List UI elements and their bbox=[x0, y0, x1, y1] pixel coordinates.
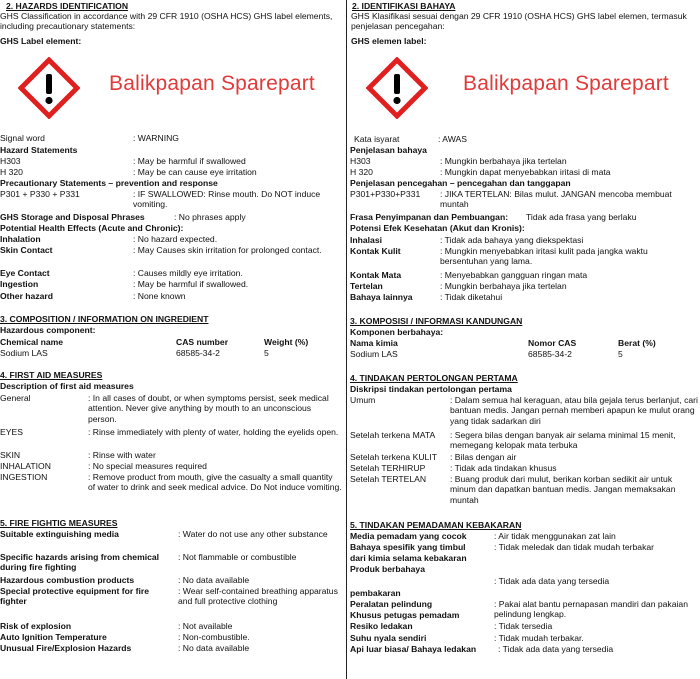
fa-value: : Rinse with water bbox=[88, 450, 156, 460]
english-column bbox=[0, 0, 346, 679]
hz-row: Eye Contact bbox=[0, 268, 50, 278]
fire-value: : Water do not use any other substance bbox=[178, 529, 328, 539]
exclamation-pictogram-icon bbox=[18, 57, 80, 119]
hz-row: H 320 bbox=[350, 167, 373, 177]
hz-value: : Mungkin berbahaya jika tertelan bbox=[440, 156, 567, 166]
section-3-title: 3. KOMPOSISI / INFORMASI KANDUNGAN bbox=[350, 316, 523, 326]
table-cell: Sodium LAS bbox=[0, 348, 48, 358]
hz-row: Skin Contact bbox=[0, 245, 53, 255]
composition-subtitle: Hazardous component: bbox=[0, 325, 96, 335]
fire-value: : Non-combustible. bbox=[178, 632, 250, 642]
hz-row: Ingestion bbox=[0, 279, 39, 289]
fa-value: : No special measures required bbox=[88, 461, 207, 471]
hz-row: Kontak Mata bbox=[350, 270, 402, 280]
hz-row: Signal word bbox=[0, 133, 45, 143]
hz-row: P301+P330+P331 bbox=[350, 189, 421, 199]
fa-label: EYES bbox=[0, 427, 23, 437]
hz-row: P301 + P330 + P331 bbox=[0, 189, 80, 199]
fire-label: Peralatan pelindung bbox=[350, 599, 433, 609]
fire-label: Media pemadam yang cocok bbox=[350, 531, 467, 541]
fa-label: Setelah TERHIRUP bbox=[350, 463, 426, 473]
fire-value: : Tidak ada data yang tersedia bbox=[498, 644, 614, 654]
fire-value: : No data available bbox=[178, 575, 250, 585]
hz-row: Tertelan bbox=[350, 281, 383, 291]
hz-row: Other hazard bbox=[0, 291, 54, 301]
hz-value: : JIKA TERTELAN: Bilas mulut. JANGAN mencoba membuat muntah bbox=[440, 189, 672, 210]
fire-label: Suitable extinguishing media bbox=[0, 529, 119, 539]
section-4-title: 4. TINDAKAN PERTOLONGAN PERTAMA bbox=[350, 373, 518, 383]
section-5-title: 5. TINDAKAN PEMADAMAN KEBAKARAN bbox=[350, 520, 522, 530]
fa-label: INGESTION bbox=[0, 472, 48, 482]
fa-value: : Rinse immediately with plenty of water, holding the eyelids open. bbox=[88, 427, 339, 437]
fire-value: : Wear self-contained breathing apparatus and full protective clothing bbox=[178, 586, 338, 607]
table-cell: 68585-34-2 bbox=[528, 349, 572, 359]
col-header: Weight (%) bbox=[264, 337, 309, 347]
hz-row: Inhalation bbox=[0, 234, 41, 244]
hz-value: : No hazard expected. bbox=[133, 234, 218, 244]
col-header: Nomor CAS bbox=[528, 338, 577, 348]
hz-value: : IF SWALLOWED: Rinse mouth. Do NOT induce vomiting. bbox=[133, 189, 321, 210]
hz-value: : Menyebabkan gangguan ringan mata bbox=[440, 270, 588, 280]
fire-value: : Pakai alat bantu pernapasan mandiri dan pakaian pelindung lengkap. bbox=[494, 599, 688, 620]
fire-label: Api luar biasa/ Bahaya ledakan bbox=[350, 644, 477, 654]
section-4-title: 4. FIRST AID MEASURES bbox=[0, 370, 103, 380]
fire-label: Auto Ignition Temperature bbox=[0, 632, 107, 642]
hz-row: Potensi Efek Kesehatan (Akut dan Kronis): bbox=[350, 223, 525, 233]
first-aid-subtitle: Diskripsi tindakan pertolongan pertama bbox=[350, 384, 512, 394]
hz-value: : May be harmful if swallowed bbox=[133, 156, 246, 166]
hz-row: H 320 bbox=[0, 167, 23, 177]
hz-value: : No phrases apply bbox=[174, 212, 246, 222]
hz-row: Kontak Kulit bbox=[350, 246, 401, 256]
table-cell: Sodium LAS bbox=[350, 349, 398, 359]
col-header: Nama kimia bbox=[350, 338, 398, 348]
section-5-title: 5. FIRE FIGHTIG MEASURES bbox=[0, 518, 118, 528]
fire-label: Produk berbahaya bbox=[350, 564, 425, 574]
composition-subtitle: Komponen berbahaya: bbox=[350, 327, 444, 337]
fire-label: pembakaran bbox=[350, 588, 401, 598]
hz-row: Penjelasan pencegahan – pencegahan dan tanggapan bbox=[350, 178, 571, 188]
hz-row: Precautionary Statements – prevention and response bbox=[0, 178, 218, 188]
fire-value: : Tidak tersedia bbox=[494, 621, 553, 631]
hz-row: GHS Storage and Disposal Phrases bbox=[0, 212, 145, 222]
exclamation-pictogram-icon bbox=[366, 57, 428, 119]
fire-label: Risk of explosion bbox=[0, 621, 72, 631]
fa-label: INHALATION bbox=[0, 461, 51, 471]
hz-value: : Mungkin menyebabkan iritasi kulit pada jangka waktu bersentuhan yang lama. bbox=[440, 246, 648, 267]
section-2-title: 2. HAZARDS IDENTIFICATION bbox=[6, 1, 129, 11]
hz-row: Bahaya lainnya bbox=[350, 292, 413, 302]
fire-label: dari kimia selama kebakaran bbox=[350, 553, 467, 563]
hz-value: Tidak ada frasa yang berlaku bbox=[526, 212, 637, 222]
ghs-intro: GHS Classification in accordance with 29 CFR 1910 (OSHA HCS) GHS label elements, including precautionary statements: bbox=[0, 11, 333, 32]
fire-value: : Tidak mudah terbakar. bbox=[494, 633, 584, 643]
hz-value: : May Causes skin irritation for prolonged contact. bbox=[133, 245, 322, 255]
fire-label: Suhu nyala sendiri bbox=[350, 633, 427, 643]
indonesian-column bbox=[350, 0, 700, 679]
hz-value: : May be can cause eye irritation bbox=[133, 167, 257, 177]
fire-value: : Not available bbox=[178, 621, 233, 631]
brand-watermark: Balikpapan Sparepart bbox=[463, 72, 669, 95]
fa-label: SKIN bbox=[0, 450, 21, 460]
section-2-title: 2. IDENTIFIKASI BAHAYA bbox=[352, 1, 456, 11]
fire-label: Bahaya spesifik yang timbul bbox=[350, 542, 466, 552]
table-cell: 5 bbox=[618, 349, 623, 359]
fire-value: : Air tidak menggunakan zat lain bbox=[494, 531, 616, 541]
hz-value: : AWAS bbox=[438, 134, 467, 144]
hz-value: : WARNING bbox=[133, 133, 179, 143]
first-aid-subtitle: Description of first aid measures bbox=[0, 381, 134, 391]
hz-row: Hazard Statements bbox=[0, 145, 78, 155]
hz-row: Kata isyarat bbox=[354, 134, 400, 144]
ghs-label-element: GHS Label element: bbox=[0, 36, 82, 46]
table-cell: 5 bbox=[264, 348, 269, 358]
fire-label: Unusual Fire/Explosion Hazards bbox=[0, 643, 132, 653]
ghs-intro: GHS Klasifikasi sesuai dengan 29 CFR 1910 (OSHA HCS) GHS label elemen, termasuk penjelasan pencegahan: bbox=[351, 11, 687, 32]
hz-row: Penjelasan bahaya bbox=[350, 145, 427, 155]
fire-label: Khusus petugas pemadam bbox=[350, 610, 460, 620]
hz-row: Inhalasi bbox=[350, 235, 382, 245]
fa-label: Setelah TERTELAN bbox=[350, 474, 427, 484]
col-header: Chemical name bbox=[0, 337, 64, 347]
fa-value: : Dalam semua hal keraguan, atau bila gejala terus berlanjut, cari bantuan medis. Jangan pernah memberi apapun ke mulut orang yang tidak sadarkan diri bbox=[450, 395, 698, 426]
brand-watermark: Balikpapan Sparepart bbox=[109, 72, 315, 95]
col-header: CAS number bbox=[176, 337, 229, 347]
hz-value: : Tidak ada bahaya yang diekspektasi bbox=[440, 235, 584, 245]
hz-value: : May be harmful if swallowed. bbox=[133, 279, 249, 289]
fire-label: Hazardous combustion products bbox=[0, 575, 135, 585]
column-divider bbox=[346, 0, 347, 679]
fa-value: : Buang produk dari mulut, berikan korban sedikit air untuk minum dan dapatkan bantuan medis. Jangan memaksakan muntah bbox=[450, 474, 676, 505]
hz-value: : Mungkin berbahaya jika tertelan bbox=[440, 281, 567, 291]
fire-value: : Tidak ada data yang tersedia bbox=[494, 576, 610, 586]
fa-value: : Segera bilas dengan banyak air selama minimal 15 menit, memegang kelopak mata terbuka bbox=[450, 430, 676, 451]
col-header: Berat (%) bbox=[618, 338, 656, 348]
fa-value: : Bilas dengan air bbox=[450, 452, 517, 462]
fire-label: Specific hazards arising from chemical during fire fighting bbox=[0, 552, 160, 573]
fire-label: Resiko ledakan bbox=[350, 621, 413, 631]
fa-value: : In all cases of doubt, or when symptoms persist, seek medical attention. Never give anything by mouth to an unconscious person. bbox=[88, 393, 329, 424]
fa-label: Umum bbox=[350, 395, 376, 405]
table-cell: 68585-34-2 bbox=[176, 348, 220, 358]
fa-value: : Tidak ada tindakan khusus bbox=[450, 463, 557, 473]
fa-label: Setelah terkena MATA bbox=[350, 430, 436, 440]
fire-value: : Not flammable or combustible bbox=[178, 552, 297, 562]
hz-row: H303 bbox=[350, 156, 371, 166]
section-3-title: 3. COMPOSITION / INFORMATION ON INGREDIENT bbox=[0, 314, 209, 324]
fire-label: Special protective equipment for fire fighter bbox=[0, 586, 149, 607]
hz-value: : Causes mildly eye irritation. bbox=[133, 268, 243, 278]
fire-value: : Tidak meledak dan tidak mudah terbakar bbox=[494, 542, 655, 552]
hz-row: Potential Health Effects (Acute and Chronic): bbox=[0, 223, 184, 233]
hz-row: H303 bbox=[0, 156, 21, 166]
hz-value: : Tidak diketahui bbox=[440, 292, 503, 302]
fa-value: : Remove product from mouth, give the casualty a small quantity of water to drink and seek medical advice. Do Not induce vomiting. bbox=[88, 472, 342, 493]
hz-value: : Mungkin dapat menyebabkan iritasi di mata bbox=[440, 167, 611, 177]
ghs-label-element: GHS elemen label: bbox=[351, 36, 427, 46]
hz-row: Frasa Penyimpanan dan Pembuangan: bbox=[350, 212, 509, 222]
fa-label: General bbox=[0, 393, 31, 403]
fa-label: Setelah terkena KULIT bbox=[350, 452, 437, 462]
hz-value: : None known bbox=[133, 291, 186, 301]
fire-value: : No data available bbox=[178, 643, 250, 653]
